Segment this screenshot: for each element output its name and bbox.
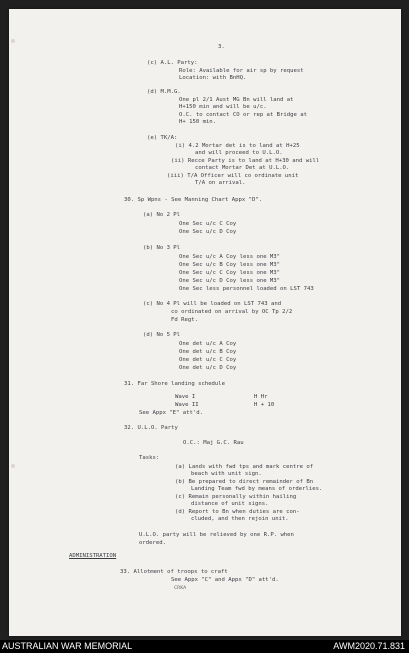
footer-accession-number: AWM2020.71.831 <box>333 641 405 651</box>
text-line: O.C.: Maj G.C. Rau <box>183 440 244 446</box>
text-line: beach with unit sign. <box>191 471 262 477</box>
text-line: One Sec u/c D Coy <box>179 229 237 235</box>
text-line: (a) Lands with fwd tps and mark centre of <box>175 464 314 470</box>
text-line: co ordinated on arrival by OC Tp 2/2 <box>171 309 293 315</box>
text-line: Role: Available for air sp by request <box>179 68 304 74</box>
text-line: (ii) Recce Party is to land at H+30 and will <box>171 158 320 164</box>
text-line: H Hr <box>254 394 268 400</box>
text-line: contact Mortar Det at U.L.O. <box>195 165 290 171</box>
text-line: Wave I <box>175 394 196 400</box>
text-line: H+ 150 min. <box>179 119 217 125</box>
text-line: One Sec less personnel loaded on LST 743 <box>179 286 314 292</box>
text-line: (i) 4.2 Mortar det is to land at H+25 <box>175 143 300 149</box>
text-line: 32. U.L.O. Party <box>124 425 178 431</box>
text-line: One Sec u/c D Coy less one M3" <box>179 278 281 284</box>
text-line: Wave II <box>175 402 199 408</box>
text-line: cluded, and then rejoin unit. <box>191 516 289 522</box>
text-line: (d) M.M.G. <box>147 89 181 95</box>
document-page <box>9 9 401 636</box>
text-line: 33. Allotment of troops to craft <box>120 569 228 575</box>
text-line: (c) A.L. Party: <box>147 60 198 66</box>
text-line: One Sec u/c B Coy less one M3" <box>179 262 281 268</box>
archive-footer <box>0 640 409 653</box>
footer-source: AUSTRALIAN WAR MEMORIAL <box>2 641 133 651</box>
text-line: (e) TK/A: <box>147 135 178 141</box>
text-line: Fd Regt. <box>171 317 198 323</box>
text-line: ordered. <box>139 540 166 546</box>
text-line: See Appx "E" att'd. <box>139 410 203 416</box>
text-line: (b) No 3 Pl <box>143 245 181 251</box>
text-line: One det u/c D Coy <box>179 365 237 371</box>
text-line: (iii) T/A Officer will co ordinate unit <box>167 173 299 179</box>
section-heading: ADMINISTRATION <box>69 553 117 559</box>
text-line: 31. Far Shore landing schedule <box>124 381 226 387</box>
text-line: See Appx "C" and Appx "D" att'd. <box>171 577 279 583</box>
text-line: distance of unit signs. <box>191 501 269 507</box>
text-line: and will proceed to U.L.O. <box>195 150 283 156</box>
text-line: (b) Be prepared to direct remainder of Bn <box>175 479 314 485</box>
text-line: (c) Remain personally within hailing <box>175 494 297 500</box>
text-line: O.C. to contact CO or rep at Bridge at <box>179 112 307 118</box>
text-line: T/A on arrival. <box>195 180 246 186</box>
punch-hole <box>11 39 15 43</box>
text-line: H + 10 <box>254 402 275 408</box>
text-line: One Sec u/c C Coy less one M3" <box>179 270 281 276</box>
text-line: (a) No 2 Pl <box>143 212 181 218</box>
text-line: One pl 2/1 Aust MG Bn will land at <box>179 97 294 103</box>
text-line: U.L.O. party will be relieved by one R.P. when <box>139 532 294 538</box>
text-line: One Sec u/c C Coy <box>179 221 237 227</box>
text-line: Tasks: <box>139 455 160 461</box>
punch-hole <box>11 464 15 468</box>
text-line: One Sec u/c A Coy less one M3" <box>179 254 281 260</box>
page-number: 3. <box>218 44 225 50</box>
handwritten-note: CRKA <box>174 586 187 591</box>
text-line: Landing Team fwd by means of orderlies. <box>191 486 323 492</box>
text-line: (c) No 4 Pl will be loaded on LST 743 and <box>143 301 282 307</box>
text-line: (d) No 5 Pl <box>143 332 181 338</box>
text-line: 30. Sp Wpns - See Manning Chart Appx "D". <box>124 197 263 203</box>
text-line: Location: with BnHQ. <box>179 75 247 81</box>
text-line: One det u/c A Coy <box>179 341 237 347</box>
text-line: H+150 min and will be u/c. <box>179 104 267 110</box>
text-line: (d) Report to Bn when duties are con- <box>175 509 300 515</box>
text-line: One det u/c C Coy <box>179 357 237 363</box>
text-line: One det u/c B Coy <box>179 349 237 355</box>
